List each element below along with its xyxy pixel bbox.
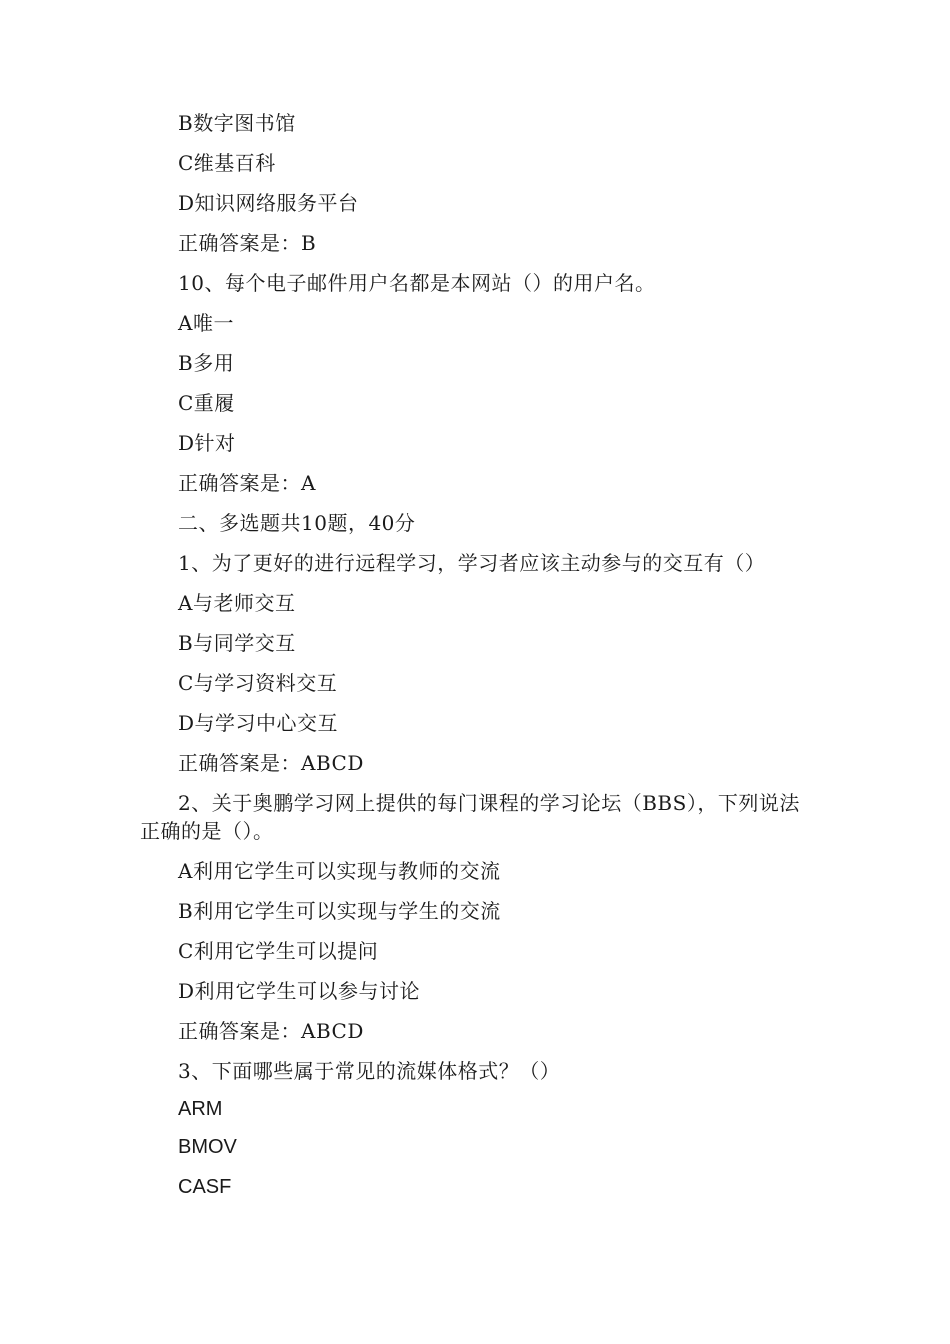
option-a-text: A与老师交互 (178, 591, 296, 615)
option-b-text: B数字图书馆 (178, 111, 296, 135)
section-heading: 二、多选题共10题，40分 (178, 511, 416, 535)
option-c-text: CASF (178, 1176, 232, 1198)
option-c-text: C利用它学生可以提问 (178, 939, 379, 963)
option-d-text: D与学习中心交互 (178, 711, 339, 735)
option-b-text: B与同学交互 (178, 631, 296, 655)
option-d-text: D知识网络服务平台 (178, 191, 359, 215)
option-c-text: C维基百科 (178, 151, 276, 175)
option-c-text: C与学习资料交互 (178, 671, 338, 695)
option-b-text: B利用它学生可以实现与学生的交流 (178, 899, 501, 923)
option-b-text: BMOV (178, 1136, 237, 1158)
option-d-text: D针对 (178, 431, 236, 455)
answer-text: 正确答案是：B (178, 231, 317, 255)
option-a-text: ARM (178, 1098, 223, 1120)
question-1-text: 1、为了更好的进行远程学习，学习者应该主动参与的交互有（） (178, 551, 766, 575)
question-10-text: 10、每个电子邮件用户名都是本网站（）的用户名。 (178, 271, 656, 295)
option-a-text: A唯一 (178, 311, 234, 335)
answer-text: 正确答案是：ABCD (178, 751, 364, 775)
question-3-text: 3、下面哪些属于常见的流媒体格式？（） (178, 1059, 561, 1083)
option-b-text: B多用 (178, 351, 235, 375)
option-c-text: C重履 (178, 391, 235, 415)
question-2-text: 2、关于奥鹏学习网上提供的每门课程的学习论坛（BBS），下列说法正确的是（）。 (140, 791, 800, 843)
option-d-text: D利用它学生可以参与讨论 (178, 979, 421, 1003)
answer-text: 正确答案是：A (178, 471, 316, 495)
answer-text: 正确答案是：ABCD (178, 1019, 364, 1043)
option-a-text: A利用它学生可以实现与教师的交流 (178, 859, 501, 883)
